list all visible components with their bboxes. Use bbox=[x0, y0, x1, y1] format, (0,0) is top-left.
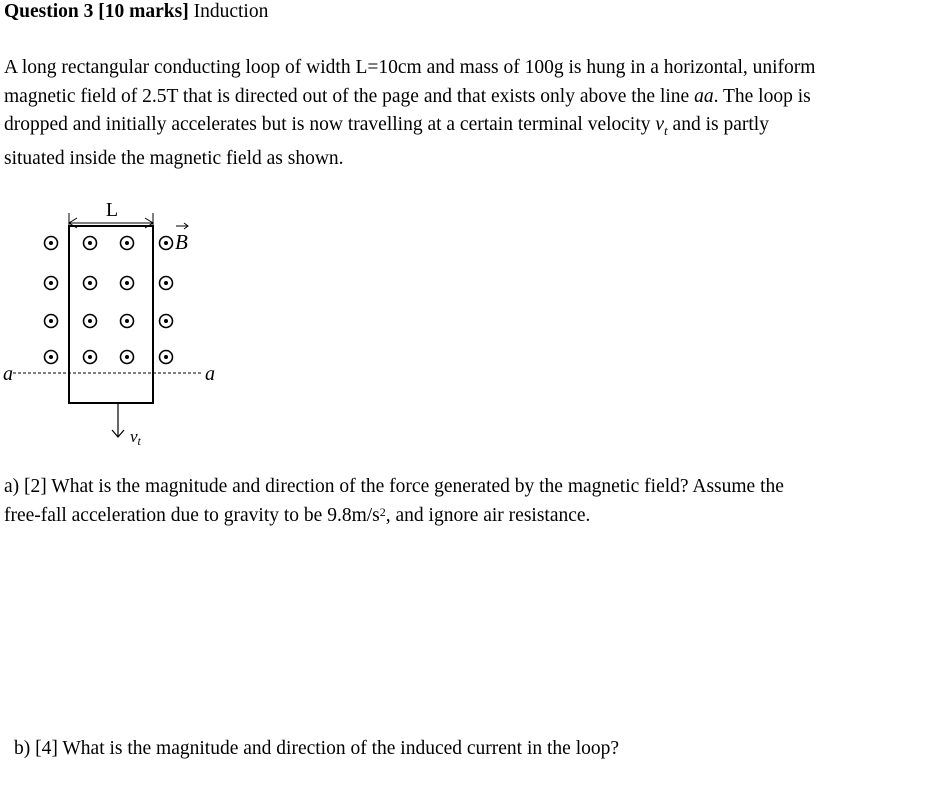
conducting-loop bbox=[69, 226, 153, 403]
question-a-line-2-end: , and ignore air resistance. bbox=[385, 504, 591, 526]
question-a-line-2 bbox=[4, 502, 919, 531]
question-a-line-2-text: free-fall acceleration due to gravity to be 9.8m/s bbox=[4, 504, 380, 526]
statement-line-2 bbox=[4, 83, 919, 112]
question-a bbox=[4, 473, 919, 530]
problem-statement bbox=[4, 54, 919, 174]
velocity-subscript: t bbox=[137, 434, 141, 448]
statement-line-2-text: magnetic field of 2.5T that is directed out of the page and that exists only above the line bbox=[4, 85, 695, 107]
question-b: b) [4] What is the magnitude and direction of the induced current in the loop? bbox=[14, 738, 620, 759]
field-label: B bbox=[175, 230, 188, 254]
terminal-velocity-symbol: v bbox=[655, 114, 665, 135]
terminal-velocity-subscript: t bbox=[664, 122, 668, 138]
line-aa-label: aa bbox=[694, 85, 714, 107]
boundary-label-left: a bbox=[3, 363, 13, 385]
statement-line-2-end: . The loop is bbox=[713, 85, 811, 107]
statement-line-3 bbox=[4, 111, 919, 145]
question-marks: [10 marks] bbox=[98, 1, 189, 22]
exponent: 2 bbox=[379, 504, 386, 519]
statement-line-1: A long rectangular conducting loop of width L=10cm and mass of 100g is hung in a horizontal, uniform bbox=[4, 57, 816, 78]
question-header bbox=[4, 1, 268, 23]
loop-diagram bbox=[0, 190, 240, 460]
velocity-arrow bbox=[112, 404, 124, 437]
statement-line-3-end: and is partly bbox=[667, 114, 769, 135]
velocity-symbol: v bbox=[130, 427, 138, 446]
field-vector-arrow bbox=[176, 223, 188, 229]
question-topic: Induction bbox=[193, 1, 269, 22]
width-label: L bbox=[105, 199, 119, 221]
statement-line-4: situated inside the magnetic field as shown. bbox=[4, 148, 344, 170]
velocity-label bbox=[130, 427, 142, 448]
statement-line-3-text: dropped and initially accelerates but is now travelling at a certain terminal velocity bbox=[4, 114, 656, 135]
boundary-label-right: a bbox=[205, 363, 215, 385]
question-number: Question 3 bbox=[4, 1, 94, 22]
question-a-line-1: a) [2] What is the magnitude and direction of the force generated by the magnetic field? Assume the bbox=[4, 476, 784, 497]
